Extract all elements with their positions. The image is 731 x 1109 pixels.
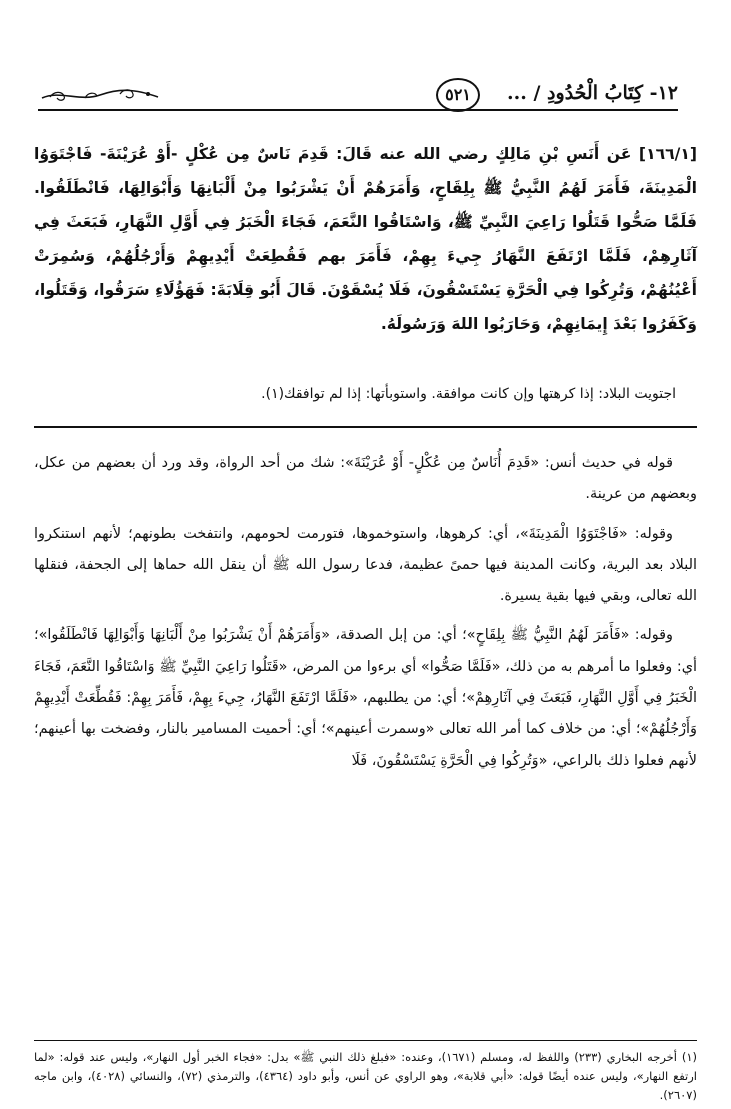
chapter-title: ١٢- كِتَابُ الْحُدُودِ / ... (507, 82, 678, 104)
hadith-text: [١٦٦/١] عَن أَنَسِ بْنِ مَالِكٍ رضي الله عنه قَالَ: قَدِمَ نَاسٌ مِن عُكْلٍ -أَوْ عُرَيْنَةَ- فَاجْتَوَوُا الْمَدِينَةَ، فَأَمَرَ لَهُمُ النَّبِيُّ ﷺ بِلِقَاحٍ، وَأَمَرَهُمْ أَنْ يَشْرَبُوا مِنْ أَلْبَانِهَا وَأَبْوَالِهَا، فَانْطَلَقُوا. فَلَمَّا صَحُّوا قَتَلُوا رَاعِيَ النَّبِيِّ ﷺ، وَاسْتَاقُوا النَّعَمَ، فَجَاءَ الْخَبَرُ فِي أَوَّلِ النَّهَارِ، فَبَعَثَ فِي آثَارِهِمْ، فَلَمَّا ارْتَفَعَ النَّهَارُ جِيءَ بِهِمْ، فَأَمَرَ بهم فَقُطِعَتْ أَيْدِيهِمْ وَأَرْجُلُهُمْ، وَسُمِرَتْ أَعْيُنُهُمْ، وَتُرِكُوا فِي الْحَرَّةِ يَسْتَسْقُونَ، فَلَا يُسْقَوْنَ. قَالَ أَبُو قِلَابَةَ: فَهَؤُلَاءِ سَرَقُوا، وَقَتَلُوا، وَكَفَرُوا بَعْدَ إِيمَانِهِمْ، وَحَارَبُوا اللهَ وَرَسُولَهُ. (34, 145, 697, 333)
section-divider (34, 426, 697, 428)
page-number: ٥٢١ (436, 78, 480, 112)
header-rule (38, 109, 678, 111)
hadith-note: اجتويت البلاد: إذا كرهتها وإن كانت موافقة. واستوبأتها: إذا لم توافقك(١). (261, 386, 676, 402)
commentary-paragraph: قوله في حديث أنس: «قَدِمَ أُنَاسٌ مِن عُكْلٍ- أَوْ عُرَيْنَةَ»: شك من أحد الرواة، وقد ورد أن بعضهم من عكل، وبعضهم من عرينة. (34, 455, 697, 503)
footnote-divider (34, 1040, 697, 1041)
commentary-paragraph: وقوله: «فَاجْتَوَوُا الْمَدِينَةَ»، أي: كرهوها، واستوخموها، فتورمت لحومهم، وانتفخت بطونهم؛ لأنهم استنكروا البلاد بعد البرية، وكانت المدينة فيها حمىً عظيمة، فدعا رسول الله ﷺ أن ينقل الله حماها إلى الجحفة، فنقلها الله تعالى، وبقي فيها بقية يسيرة. (34, 525, 697, 605)
commentary-paragraph: وقوله: «فَأَمَرَ لَهُمُ النَّبِيُّ ﷺ بِلِقَاحٍ»؛ أي: من إبل الصدقة، «وَأَمَرَهُمْ أَنْ يَشْرَبُوا مِنْ أَلْبَانِهَا وَأَبْوَالِهَا فَانْطَلَقُوا»؛ أي: وفعلوا ما أمرهم به من ذلك، «فَلَمَّا صَحُّوا» أي برءوا من المرض، «قَتَلُوا رَاعِيَ النَّبِيِّ ﷺ وَاسْتَاقُوا النَّعَمَ، فَجَاءَ الْخَبَرُ فِي أَوَّلِ النَّهَارِ، فَبَعَثَ فِي آثَارِهِمْ»؛ أي: من يطلبهم، «فَلَمَّا ارْتَفَعَ النَّهَارُ، جِيءَ بِهِمْ، فَأَمَرَ بِهِمْ: فَقُطِّعَتْ أَيْدِيهِمْ وَأَرْجُلُهُمْ»؛ أي: من خلاف كما أمر الله تعالى «وسمرت أعينهم»؛ أي: أحميت المسامير بالنار، وفضخت بها أعينهم؛ لأنهم فعلوا ذلك بالراعي، «وَتُرِكُوا فِي الْحَرَّةِ يَسْتَسْقُونَ، فَلَا (34, 627, 697, 769)
page-header (38, 78, 678, 110)
footnote: (١) أخرجه البخاري (٢٣٣) واللفظ له، ومسلم (١٦٧١)، وعنده: «فبلغ ذلك النبي ﷺ» بدل: «فجاء الخبر أول النهار»، وليس عند قوله: «لما ارتفع النهار»، وليس عنده أيضًا قوله: «أبي قلابة»، وهو الراوي عن أنس، وأبو داود (٤٣٦٤)، والترمذي (٧٢)، والنسائي (٤٠٢٨)، وابن ماجه (٢٦٠٧). (34, 1050, 698, 1102)
ornament-icon (40, 86, 160, 104)
commentary (34, 448, 697, 777)
